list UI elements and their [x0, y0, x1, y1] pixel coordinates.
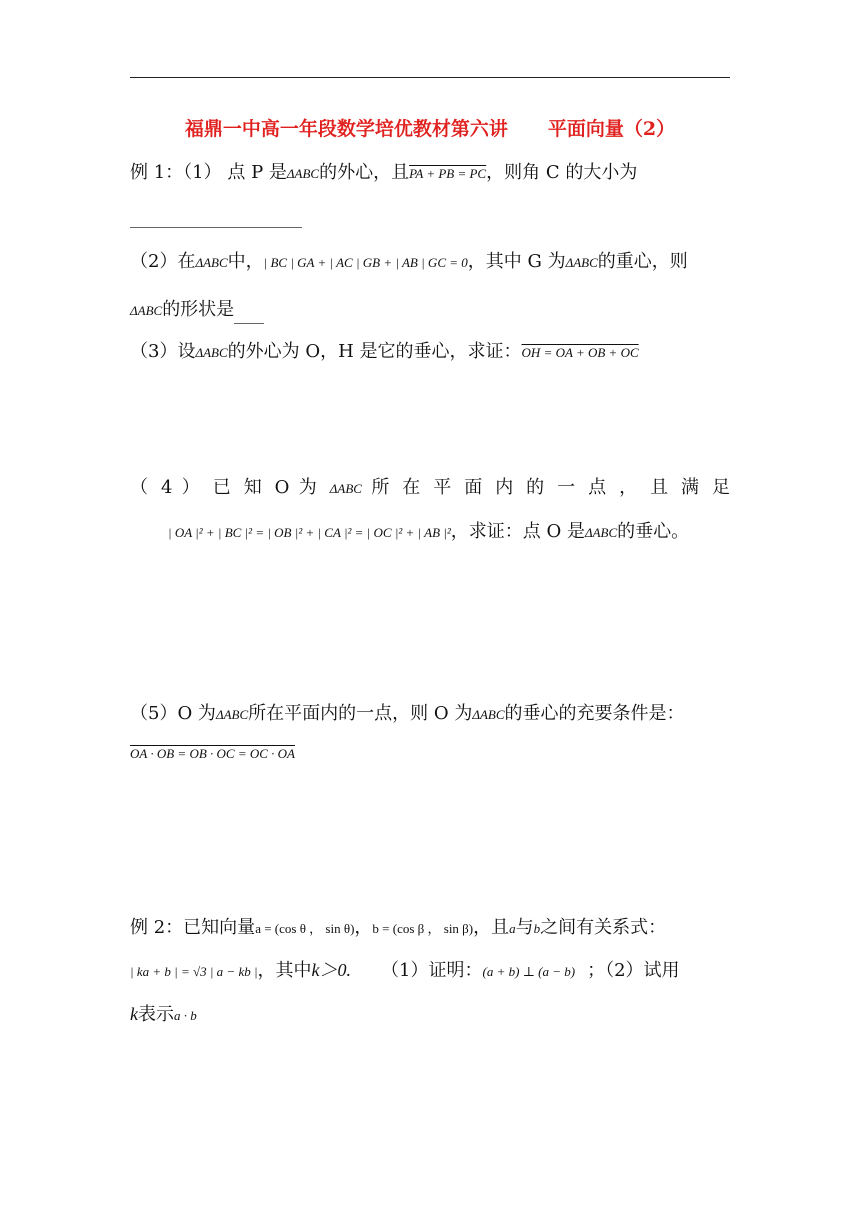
text: 的重心，则 [597, 251, 688, 272]
text: 中， [227, 251, 264, 272]
example1-q5 [130, 701, 730, 728]
example1-q2-cont [130, 297, 730, 324]
text: ，且 [473, 917, 510, 938]
text: 的垂心的充要条件是： [504, 703, 685, 724]
text: 的形状是 [162, 299, 235, 320]
example1-q4-cont [168, 519, 768, 546]
example1-q4 [130, 475, 730, 502]
example1-q3 [130, 339, 730, 366]
text: 与 [515, 917, 534, 938]
example1-q1 [130, 160, 730, 187]
triangle-abc: ΔABC [130, 303, 163, 318]
answer-blank[interactable] [130, 205, 302, 228]
text: ，则角 C 的大小为 [486, 162, 638, 183]
answer-blank[interactable] [234, 303, 264, 324]
formula-a-dot-b: a · b [174, 1008, 197, 1023]
triangle-abc: ΔABC [329, 481, 362, 496]
title-lecture: 福鼎一中高一年段数学培优教材第六讲 [184, 118, 508, 140]
text: （3）设 [130, 341, 196, 362]
text: 表示 [138, 1004, 174, 1025]
formula-orthocenter: OH = OA + OB + OC [521, 345, 639, 360]
example2-line1 [130, 915, 730, 942]
answer-blank-line [130, 202, 730, 228]
example2-line3 [130, 1001, 730, 1029]
example1-q5-formula [130, 740, 730, 767]
title-topic: 平面向量（2） [547, 118, 676, 140]
triangle-abc: ΔABC [215, 707, 249, 722]
text: 之间有关系式： [540, 917, 667, 938]
text: ，其中 G 为 [467, 251, 566, 272]
header-rule [130, 77, 730, 78]
triangle-abc: ΔABC [286, 166, 320, 181]
triangle-abc: ΔABC [472, 707, 505, 722]
example1-q2 [130, 249, 730, 276]
formula-perpendicular: (a + b) ⊥ (a − b) [482, 964, 576, 979]
formula-centroid: | BC | GA + | AC | GB + | AB | GC = 0 [263, 255, 468, 270]
k-symbol: k [130, 1004, 138, 1024]
text: （1）证明： [381, 960, 483, 981]
vector-a: a [509, 921, 516, 936]
triangle-abc: ΔABC [195, 345, 228, 360]
page-title [130, 114, 730, 141]
text: 所 在 平 面 内 的 一 点 ， 且 满 足 [371, 477, 731, 498]
text: 的垂心。 [617, 521, 690, 542]
vector-a-def: a = (cos θ ， sin θ) [255, 921, 355, 936]
text: 例 2：已知向量 [130, 917, 256, 938]
formula-vectors: PA + PB = PC [409, 166, 487, 181]
text: （2）在 [130, 251, 196, 272]
triangle-abc: ΔABC [195, 255, 228, 270]
vector-b: b [533, 921, 541, 936]
triangle-abc: ΔABC [565, 255, 598, 270]
text: ，其中 [257, 960, 312, 981]
formula-relation: | ka + b | = √3 | a − kb | [130, 964, 258, 979]
formula-squares: | OA |² + | BC |² = | OB |² + | CA |² = | OC |² + | AB |² [168, 525, 451, 540]
text: ；（2）试用 [587, 960, 680, 981]
text: 的外心为 O，H 是它的垂心，求证： [227, 341, 522, 362]
text: （ 4 ） 已 知 O 为 [130, 477, 321, 498]
formula-dot-products: OA · OB = OB · OC = OC · OA [130, 746, 295, 761]
vector-b-def: b = (cos β ， sin β) [372, 921, 474, 936]
text: 例 1：（1） 点 P 是 [130, 162, 287, 183]
example2-line2 [130, 957, 730, 985]
k-condition: k＞0. [311, 960, 352, 980]
text: 所在平面内的一点，则 O 为 [248, 703, 473, 724]
text: ，求证：点 O 是 [450, 521, 585, 542]
text: 的外心，且 [319, 162, 410, 183]
text: （5）O 为 [130, 703, 216, 724]
text: ， [354, 917, 373, 938]
triangle-abc: ΔABC [584, 525, 618, 540]
